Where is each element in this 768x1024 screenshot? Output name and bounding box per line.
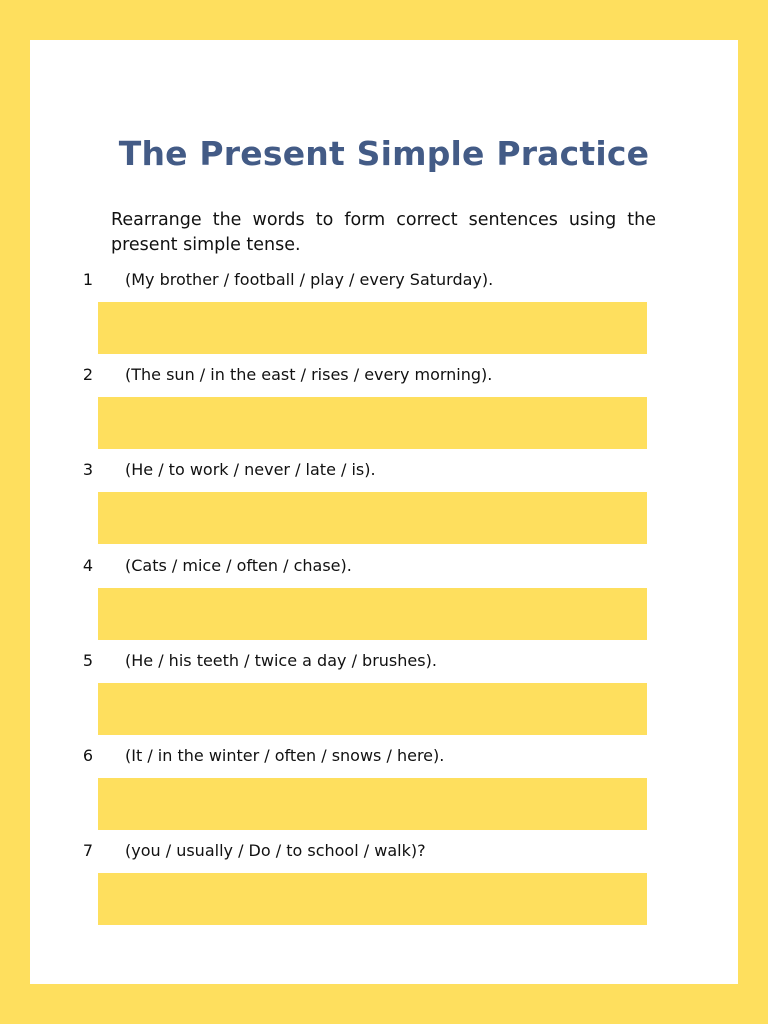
item-prompt: (He / to work / never / late / is). [125, 460, 376, 479]
item-number: 6 [82, 746, 94, 765]
item-prompt: (It / in the winter / often / snows / here). [125, 746, 445, 765]
item-prompt: (you / usually / Do / to school / walk)? [125, 841, 426, 860]
worksheet-title: The Present Simple Practice [118, 134, 650, 173]
answer-field[interactable] [98, 397, 647, 449]
item-number: 7 [82, 841, 94, 860]
answer-field[interactable] [98, 873, 647, 925]
answer-field[interactable] [98, 683, 647, 735]
answer-field[interactable] [98, 302, 647, 354]
answer-field[interactable] [98, 588, 647, 640]
item-prompt: (He / his teeth / twice a day / brushes). [125, 651, 437, 670]
item-number: 4 [82, 556, 94, 575]
item-number: 2 [82, 365, 94, 384]
answer-field[interactable] [98, 778, 647, 830]
item-prompt: (Cats / mice / often / chase). [125, 556, 352, 575]
item-prompt: (The sun / in the east / rises / every morning). [125, 365, 493, 384]
item-number: 3 [82, 460, 94, 479]
item-prompt: (My brother / football / play / every Saturday). [125, 270, 494, 289]
instructions-text: Rearrange the words to form correct sentences using the present simple tense. [111, 210, 656, 255]
item-number: 5 [82, 651, 94, 670]
item-number: 1 [82, 270, 94, 289]
worksheet-page [30, 40, 738, 984]
answer-field[interactable] [98, 492, 647, 544]
